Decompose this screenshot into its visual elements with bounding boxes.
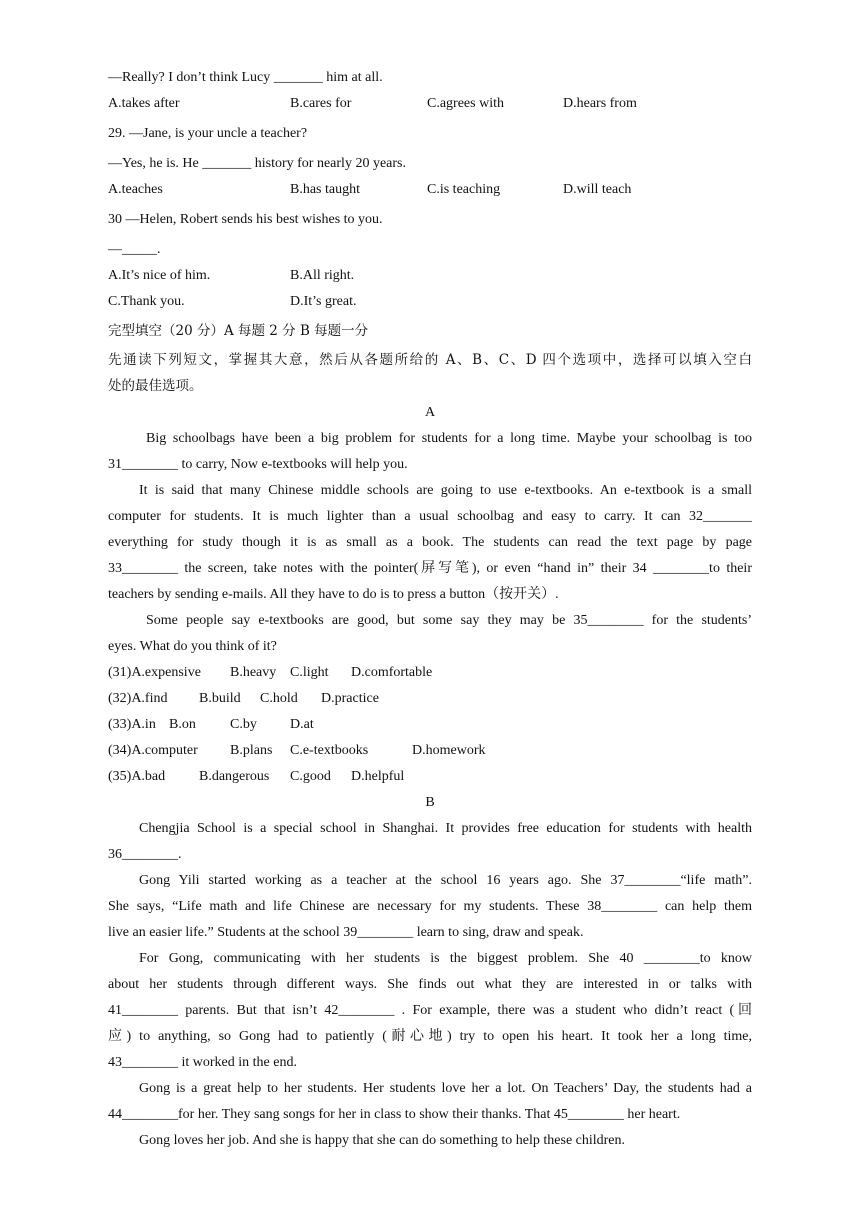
q28-dialogue: —Really? I don’t think Lucy _______ him at all. — [108, 70, 383, 85]
passage-b-line-8: 41________ parents. But that isn’t 42________ . For example, there was a student who didn’t react (回 — [108, 1003, 752, 1018]
passage-a-line-8: Some people say e-textbooks are good, but some say they may be 35________ for the students’ — [146, 613, 752, 628]
q29-option-a: A.teaches — [108, 182, 163, 197]
q33-option-a: (33)A.in — [108, 717, 156, 732]
passage-b-line-9: 应) to anything, so Gong had to patiently (耐心地) try to open his heart. It took her a long time, — [108, 1029, 752, 1044]
q35-option-b: B.dangerous — [199, 769, 270, 784]
passage-a-line-9: eyes. What do you think of it? — [108, 639, 277, 654]
q32-option-d: D.practice — [321, 691, 379, 706]
q29-question: 29. —Jane, is your uncle a teacher? — [108, 126, 308, 141]
q30-blank: —_____. — [108, 242, 161, 257]
q34-option-b: B.plans — [230, 743, 273, 758]
q34-option-d: D.homework — [412, 743, 486, 758]
passage-b-line-5: live an easier life.” Students at the school 39________ learn to sing, draw and speak. — [108, 925, 584, 940]
q34-option-a: (34)A.computer — [108, 743, 198, 758]
q35-option-c: C.good — [290, 769, 331, 784]
passage-a-line-5: everything for study though it is as small as a book. The students can read the text page by page — [108, 535, 752, 550]
q31-option-d: D.comfortable — [351, 665, 433, 680]
q29-option-c: C.is teaching — [427, 182, 501, 197]
q33-option-b: B.on — [169, 717, 196, 732]
passage-b-line-7: about her students through different ways. She finds out what they are interested in or talks with — [108, 977, 752, 992]
q29-option-b: B.has taught — [290, 182, 360, 197]
q28-option-b: B.cares for — [290, 96, 352, 111]
passage-b-line-11: Gong is a great help to her students. Her students love her a lot. On Teachers’ Day, the students had a — [139, 1081, 752, 1096]
passage-b-line-10: 43________ it worked in the end. — [108, 1055, 297, 1070]
passage-a-line-2: 31________ to carry, Now e-textbooks will help you. — [108, 457, 408, 472]
q32-option-a: (32)A.find — [108, 691, 168, 706]
q35-option-a: (35)A.bad — [108, 769, 166, 784]
cloze-heading: 完型填空（20 分）A 每题 2 分 B 每题一分 — [108, 323, 369, 339]
q32-option-b: B.build — [199, 691, 241, 706]
passage-b-line-2: 36________. — [108, 847, 182, 862]
q28-option-d: D.hears from — [563, 96, 637, 111]
q33-option-c: C.by — [230, 717, 257, 732]
q30-question: 30 —Helen, Robert sends his best wishes to you. — [108, 212, 383, 227]
passage-b-line-3: Gong Yili started working as a teacher at the school 16 years ago. She 37________“life math”. — [139, 873, 752, 888]
q30-option-b: B.All right. — [290, 268, 355, 283]
q31-option-b: B.heavy — [230, 665, 277, 680]
passage-b-line-12: 44________for her. They sang songs for her in class to show their thanks. That 45________ her heart. — [108, 1107, 681, 1122]
q32-option-c: C.hold — [260, 691, 298, 706]
passage-b-line-1: Chengjia School is a special school in Shanghai. It provides free education for students with health — [139, 821, 752, 836]
q31-option-a: (31)A.expensive — [108, 665, 201, 680]
passage-a-line-7: teachers by sending e-mails. All they have to do is to press a button（按开关）. — [108, 587, 559, 602]
q33-option-d: D.at — [290, 717, 314, 732]
q28-option-a: A.takes after — [108, 96, 180, 111]
passage-a-line-6: 33________ the screen, take notes with the pointer(屏写笔), or even “hand in” their 34 ________to their — [108, 561, 752, 576]
passage-b-label: B — [425, 795, 435, 810]
q29-answer: —Yes, he is. He _______ history for nearly 20 years. — [108, 156, 406, 171]
q34-option-c: C.e-textbooks — [290, 743, 369, 758]
q31-option-c: C.light — [290, 665, 329, 680]
passage-b-line-6: For Gong, communicating with her students is the biggest problem. She 40 ________to know — [139, 951, 752, 966]
q28-option-c: C.agrees with — [427, 96, 504, 111]
q30-option-d: D.It’s great. — [290, 294, 357, 309]
q30-option-c: C.Thank you. — [108, 294, 185, 309]
passage-a-line-4: computer for students. It is much lighter than a usual schoolbag and easy to carry. It can 32_______ — [108, 509, 752, 524]
q29-option-d: D.will teach — [563, 182, 632, 197]
cloze-instructions-line-2: 处的最佳选项。 — [108, 378, 203, 394]
passage-a-line-3: It is said that many Chinese middle schools are going to use e-textbooks. An e-textbook is a small — [139, 483, 752, 498]
passage-b-line-4: She says, “Life math and life Chinese are necessary for my students. These 38________ can help them — [108, 899, 752, 914]
q35-option-d: D.helpful — [351, 769, 405, 784]
passage-a-line-1: Big schoolbags have been a big problem for students for a long time. Maybe your schoolbag is too — [146, 431, 752, 446]
q30-option-a: A.It’s nice of him. — [108, 268, 211, 283]
cloze-instructions-line-1: 先通读下列短文，掌握其大意，然后从各题所给的 A、B、C、D 四个选项中，选择可以填入空白 — [108, 352, 752, 368]
passage-a-label: A — [424, 405, 436, 420]
passage-b-line-13: Gong loves her job. And she is happy that she can do something to help these children. — [139, 1133, 626, 1148]
